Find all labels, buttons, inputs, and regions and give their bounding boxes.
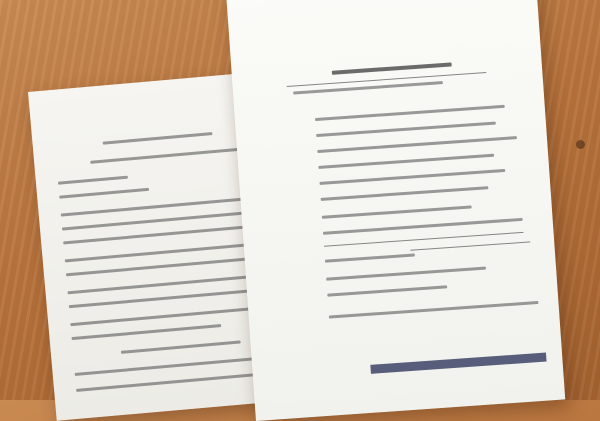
text-line bbox=[321, 186, 489, 201]
text-line bbox=[59, 188, 149, 199]
text-line bbox=[72, 324, 222, 340]
text-line bbox=[90, 148, 240, 164]
text-line bbox=[317, 136, 517, 153]
section-heading-line bbox=[332, 62, 452, 74]
text-line bbox=[315, 105, 505, 121]
footer-bar bbox=[370, 353, 546, 374]
text-line bbox=[103, 132, 213, 145]
text-line bbox=[327, 285, 447, 296]
text-line bbox=[121, 340, 241, 353]
text-line bbox=[323, 218, 523, 235]
text-line bbox=[318, 154, 494, 169]
text-line bbox=[76, 372, 276, 392]
desk-spot bbox=[576, 140, 585, 149]
text-line bbox=[58, 176, 128, 185]
text-line bbox=[325, 253, 415, 262]
text-line bbox=[326, 267, 486, 281]
front-document bbox=[226, 0, 565, 421]
text-line bbox=[329, 301, 539, 319]
text-line bbox=[322, 205, 472, 218]
text-line bbox=[319, 169, 505, 185]
text-line bbox=[316, 122, 496, 138]
divider bbox=[410, 241, 530, 250]
